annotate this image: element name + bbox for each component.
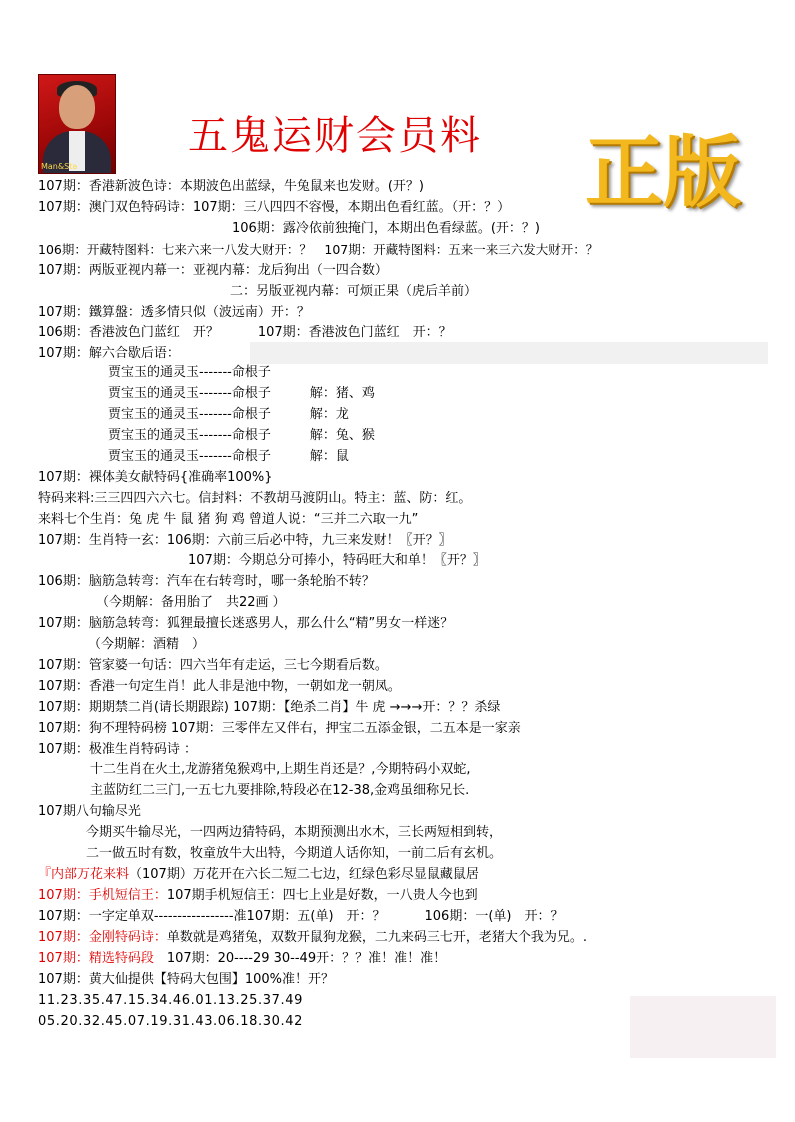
line-8: 106期：香港波色门蓝红 开？ 107期：香港波色门蓝红 开：？ [38, 325, 452, 340]
line-4: 106期：开藏特图料：七来六来一八发大财开：？ 107期：开藏特图料：五来一来三六发大财开：？ [38, 242, 599, 257]
faded-block [250, 342, 768, 364]
line-14: 贾宝玉的通灵玉-------命根子 解：鼠 [108, 449, 349, 464]
line-13: 贾宝玉的通灵玉-------命根子 解：兔、猴 [108, 428, 375, 443]
line-35 [38, 887, 478, 905]
line-37-highlight: 107期：金刚特码诗： [38, 930, 167, 945]
line-26: 107期：期期禁二肖(请长期跟踪) 107期：【绝杀二肖】牛 虎 →→→开：？？杀绿 [38, 700, 501, 715]
line-37 [38, 929, 587, 947]
line-25: 107期：香港一句定生肖！此人非是池中物，一朝如龙一朝凤。 [38, 679, 401, 694]
photo-face [59, 85, 95, 129]
line-15: 107期：裸体美女献特码{准确率100%} [38, 470, 273, 485]
line-6: 二：另版亚视内幕：可烦正果（虎后羊前） [230, 284, 478, 299]
line-27: 107期：狗不理特码榜 107期：三零伴左又伴右，押宝二五添金银，二五本是一家亲 [38, 721, 521, 736]
line-34 [38, 866, 479, 884]
line-29: 十二生肖在火土,龙游猪兔猴鸡中,上期生肖还是？,今期特码小双蛇, [90, 762, 471, 777]
line-32: 今期买牛输尽光，一四两边猜特码，本期预测出水木，三长两短相到转， [86, 825, 503, 840]
line-3: 106期：露冷依前独掩门，本期出色看绿蓝。(开：？) [232, 221, 540, 236]
line-16: 特码来料:三三四四六六七。信封料：不教胡马渡阴山。特主：蓝、防：红。 [38, 491, 472, 506]
line-1: 107期：香港新波色诗：本期波色出蓝绿，牛兔鼠来也发财。(开？) [38, 179, 424, 194]
line-5: 107期：两版亚视内幕一：亚视内幕：龙后狗出（一四合数） [38, 263, 388, 278]
line-38 [38, 950, 446, 968]
line-2: 107期：澳门双色特码诗：107期：三八四四不容慢，本期出色看红蓝。（开：？） [38, 200, 511, 215]
page-title: 五鬼运财会员料 [188, 113, 482, 159]
authentic-stamp: 正版 [585, 128, 742, 218]
line-24: 107期：管家婆一句话：四六当年有走运，三七今期看后数。 [38, 658, 388, 673]
line-34-highlight: 『内部万花来料 [38, 867, 130, 882]
line-17: 来料七个生肖：兔 虎 牛 鼠 猪 狗 鸡 曾道人说：“三并二六取一九” [38, 512, 419, 527]
member-photo [38, 74, 116, 174]
line-12: 贾宝玉的通灵玉-------命根子 解：龙 [108, 407, 349, 422]
number-row-1: 11.23.35.47.15.34.46.01.13.25.37.49 [38, 993, 303, 1008]
faded-block-bottom [630, 996, 776, 1058]
line-36: 107期：一字定单双-----------------准107期：五(单) 开：？ 106期：一(单) 开：？ [38, 909, 564, 924]
line-20: 106期：脑筋急转弯：汽车在右转弯时，哪一条轮胎不转？ [38, 574, 375, 589]
line-35-rest: 107期手机短信王：四七上业是好数，一八贵人今也到 [166, 888, 478, 903]
line-30: 主蓝防红二三门,一五七九要排除,特段必在12-38,金鸡虽细称兄长. [90, 783, 470, 798]
line-39: 107期：黄大仙提供【特码大包围】100%准！开？ [38, 972, 334, 987]
line-9: 107期：解六合歇后语： [38, 346, 180, 361]
photo-watermark: Man&Sta [41, 162, 78, 171]
line-11: 贾宝玉的通灵玉-------命根子 解：猪、鸡 [108, 386, 375, 401]
line-23: （今期解：酒精 ） [88, 637, 206, 652]
line-19: 107期：今期总分可捧小，特码旺大和单！〖开？〗 [188, 553, 486, 568]
line-38-highlight: 107期：精选特码段 [38, 951, 154, 966]
line-22: 107期：脑筋急转弯：狐狸最擅长迷惑男人，那么什么“精”男女一样迷？ [38, 616, 454, 631]
line-35-highlight: 107期：手机短信王： [38, 888, 167, 903]
line-37-rest: 单数就是鸡猪兔，双数开鼠狗龙猴，二九来码三七开，老猪大个我为兄。. [166, 930, 587, 945]
line-7: 107期：鐵算盤：透多情只似（波远南）开：？ [38, 305, 310, 320]
line-28: 107期：极准生肖特码诗 ： [38, 742, 197, 757]
line-38-rest: 107期：20----29 30--49开：？？准！准！准！ [153, 951, 447, 966]
line-18: 107期：生肖特一玄：106期：六前三后必中特，九三来发财！〖开？〗 [38, 533, 452, 548]
line-34-rest: （107期）万花开在六长二短二七边，红绿色彩尽显鼠藏鼠居 [129, 867, 479, 882]
line-31: 107期八句输尽光 [38, 804, 141, 819]
number-row-2: 05.20.32.45.07.19.31.43.06.18.30.42 [38, 1014, 303, 1029]
line-33: 二一做五时有数，牧童放牛大出特，今期道人话你知，一前二后有玄机。 [86, 846, 503, 861]
line-21: （今期解：备用胎了 共22画 ） [96, 595, 286, 610]
line-10: 贾宝玉的通灵玉-------命根子 [108, 365, 271, 380]
